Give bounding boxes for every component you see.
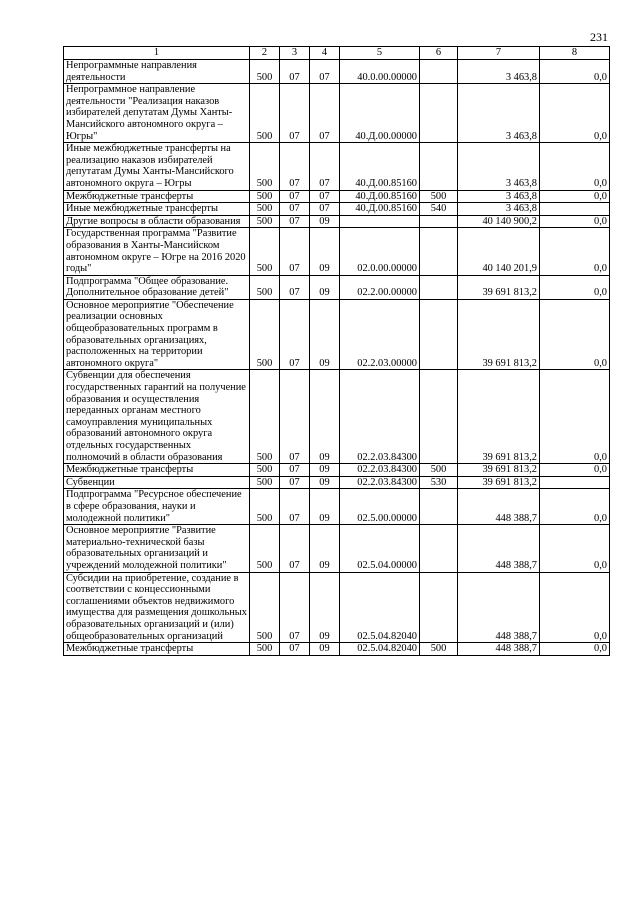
col-3-value: 07 — [280, 60, 310, 84]
col-3-value: 07 — [280, 215, 310, 228]
table-row — [64, 228, 610, 275]
table-row — [64, 299, 610, 370]
col-4-value: 09 — [310, 370, 340, 464]
col-2-value: 500 — [250, 60, 280, 84]
col-5-value: 40.Д.00.00000 — [340, 84, 420, 143]
row-name: Субвенции — [64, 476, 250, 489]
col-4-value: 09 — [310, 228, 340, 275]
row-name: Непрограммные направления деятельности — [64, 60, 250, 84]
col-4-value: 07 — [310, 60, 340, 84]
col-2-value: 500 — [250, 525, 280, 572]
col-6-value: 530 — [420, 476, 458, 489]
col-5-value: 02.5.04.82040 — [340, 572, 420, 643]
col-4-value: 09 — [310, 525, 340, 572]
col-2-value: 500 — [250, 299, 280, 370]
header-cell: 4 — [310, 47, 340, 60]
col-7-value: 448 388,7 — [458, 525, 540, 572]
col-6-value: 500 — [420, 464, 458, 477]
row-name: Субсидии на приобретение, создание в соответствии с концессионными соглашениями объектов недвижимого имущества для размещения дошкольных образовательных организаций и (или) общеобразовательных организаций — [64, 572, 250, 643]
col-6-value — [420, 299, 458, 370]
col-8-value: 0,0 — [540, 275, 610, 299]
row-name: Межбюджетные трансферты — [64, 190, 250, 203]
col-6-value: 540 — [420, 203, 458, 216]
table-body — [64, 60, 610, 656]
col-7-value: 3 463,8 — [458, 60, 540, 84]
col-7-value: 40 140 900,2 — [458, 215, 540, 228]
col-7-value: 39 691 813,2 — [458, 275, 540, 299]
col-7-value: 448 388,7 — [458, 643, 540, 656]
col-7-value: 3 463,8 — [458, 203, 540, 216]
col-5-value: 40.Д.00.85160 — [340, 203, 420, 216]
col-8-value: 0,0 — [540, 643, 610, 656]
row-name: Подпрограмма "Общее образование. Дополнительное образование детей" — [64, 275, 250, 299]
col-7-value: 40 140 201,9 — [458, 228, 540, 275]
col-6-value — [420, 228, 458, 275]
col-4-value: 07 — [310, 190, 340, 203]
row-name: Межбюджетные трансферты — [64, 643, 250, 656]
col-2-value: 500 — [250, 370, 280, 464]
col-7-value: 3 463,8 — [458, 190, 540, 203]
table-row — [64, 60, 610, 84]
page-number: 231 — [590, 30, 608, 44]
col-3-value: 07 — [280, 203, 310, 216]
col-5-value: 02.2.03.84300 — [340, 370, 420, 464]
row-name: Основное мероприятие "Развитие материально-технической базы образовательных организаций и учреждений молодежной политики" — [64, 525, 250, 572]
col-5-value — [340, 215, 420, 228]
col-8-value: 0,0 — [540, 215, 610, 228]
col-4-value: 07 — [310, 203, 340, 216]
col-6-value — [420, 215, 458, 228]
col-2-value: 500 — [250, 643, 280, 656]
header-cell: 1 — [64, 47, 250, 60]
col-6-value — [420, 275, 458, 299]
col-6-value — [420, 143, 458, 190]
col-3-value: 07 — [280, 228, 310, 275]
col-8-value: 0,0 — [540, 299, 610, 370]
col-3-value: 07 — [280, 572, 310, 643]
table-row — [64, 464, 610, 477]
col-8-value: 0,0 — [540, 464, 610, 477]
table-row — [64, 572, 610, 643]
col-8-value: 0,0 — [540, 60, 610, 84]
col-3-value: 07 — [280, 275, 310, 299]
col-2-value: 500 — [250, 489, 280, 525]
col-3-value: 07 — [280, 299, 310, 370]
row-name: Подпрограмма "Ресурсное обеспечение в сфере образования, науки и молодежной политики" — [64, 489, 250, 525]
row-name: Иные межбюджетные трансферты — [64, 203, 250, 216]
col-8-value: 0,0 — [540, 489, 610, 525]
col-7-value: 448 388,7 — [458, 572, 540, 643]
col-2-value: 500 — [250, 464, 280, 477]
col-6-value — [420, 84, 458, 143]
header-row — [64, 47, 610, 60]
col-8-value: 0,0 — [540, 572, 610, 643]
row-name: Другие вопросы в области образования — [64, 215, 250, 228]
col-8-value: 0,0 — [540, 84, 610, 143]
col-7-value: 39 691 813,2 — [458, 370, 540, 464]
col-5-value: 40.Д.00.85160 — [340, 143, 420, 190]
col-8-value: 0,0 — [540, 370, 610, 464]
col-6-value — [420, 370, 458, 464]
col-2-value: 500 — [250, 572, 280, 643]
table-row — [64, 84, 610, 143]
col-5-value: 40.0.00.00000 — [340, 60, 420, 84]
col-4-value: 09 — [310, 464, 340, 477]
col-5-value: 02.5.00.00000 — [340, 489, 420, 525]
col-7-value: 448 388,7 — [458, 489, 540, 525]
col-6-value — [420, 572, 458, 643]
row-name: Непрограммное направление деятельности "Реализация наказов избирателей депутатам Думы Ханты-Мансийского автономного округа – Югры" — [64, 84, 250, 143]
col-2-value: 500 — [250, 275, 280, 299]
table-row — [64, 370, 610, 464]
col-7-value: 39 691 813,2 — [458, 299, 540, 370]
col-7-value: 3 463,8 — [458, 84, 540, 143]
col-8-value: 0,0 — [540, 143, 610, 190]
table-row — [64, 190, 610, 203]
col-2-value: 500 — [250, 84, 280, 143]
row-name: Субвенции для обеспечения государственных гарантий на получение образования и осуществления переданных органам местного самоуправления муниципальных образований автономного округа отдельных государственных полномочий в области образования — [64, 370, 250, 464]
col-8-value — [540, 476, 610, 489]
col-6-value: 500 — [420, 643, 458, 656]
col-5-value: 02.2.00.00000 — [340, 275, 420, 299]
table-row — [64, 143, 610, 190]
table-row — [64, 275, 610, 299]
col-7-value: 39 691 813,2 — [458, 476, 540, 489]
table-row — [64, 489, 610, 525]
header-cell: 5 — [340, 47, 420, 60]
col-6-value: 500 — [420, 190, 458, 203]
col-5-value: 02.0.00.00000 — [340, 228, 420, 275]
col-5-value: 02.5.04.00000 — [340, 525, 420, 572]
col-2-value: 500 — [250, 203, 280, 216]
col-4-value: 09 — [310, 489, 340, 525]
table-row — [64, 215, 610, 228]
col-2-value: 500 — [250, 143, 280, 190]
table-row — [64, 476, 610, 489]
header-cell: 2 — [250, 47, 280, 60]
col-3-value: 07 — [280, 489, 310, 525]
col-3-value: 07 — [280, 525, 310, 572]
col-6-value — [420, 489, 458, 525]
row-name: Основное мероприятие "Обеспечение реализации основных общеобразовательных программ в образовательных организациях, расположенных на территории автономного округа" — [64, 299, 250, 370]
col-3-value: 07 — [280, 643, 310, 656]
col-3-value: 07 — [280, 476, 310, 489]
col-2-value: 500 — [250, 215, 280, 228]
col-4-value: 09 — [310, 275, 340, 299]
col-4-value: 09 — [310, 299, 340, 370]
col-8-value — [540, 203, 610, 216]
col-8-value: 0,0 — [540, 190, 610, 203]
col-2-value: 500 — [250, 228, 280, 275]
budget-table — [63, 46, 610, 656]
table-row — [64, 203, 610, 216]
col-3-value: 07 — [280, 143, 310, 190]
col-6-value — [420, 525, 458, 572]
col-4-value: 07 — [310, 143, 340, 190]
table-row — [64, 643, 610, 656]
header-cell: 3 — [280, 47, 310, 60]
col-8-value: 0,0 — [540, 525, 610, 572]
row-name: Государственная программа "Развитие образования в Ханты-Мансийском автономном округе – Югре на 2016 2020 годы" — [64, 228, 250, 275]
col-2-value: 500 — [250, 190, 280, 203]
col-3-value: 07 — [280, 190, 310, 203]
col-7-value: 39 691 813,2 — [458, 464, 540, 477]
row-name: Межбюджетные трансферты — [64, 464, 250, 477]
col-5-value: 02.2.03.00000 — [340, 299, 420, 370]
col-4-value: 09 — [310, 215, 340, 228]
header-cell: 6 — [420, 47, 458, 60]
col-4-value: 09 — [310, 572, 340, 643]
col-3-value: 07 — [280, 370, 310, 464]
col-4-value: 07 — [310, 84, 340, 143]
col-2-value: 500 — [250, 476, 280, 489]
col-6-value — [420, 60, 458, 84]
col-5-value: 02.2.03.84300 — [340, 464, 420, 477]
col-4-value: 09 — [310, 643, 340, 656]
table-row — [64, 525, 610, 572]
row-name: Иные межбюджетные трансферты на реализацию наказов избирателей депутатам Думы Ханты-Мансийского автономного округа – Югры — [64, 143, 250, 190]
col-5-value: 40.Д.00.85160 — [340, 190, 420, 203]
header-cell: 7 — [458, 47, 540, 60]
col-8-value: 0,0 — [540, 228, 610, 275]
col-5-value: 02.2.03.84300 — [340, 476, 420, 489]
col-4-value: 09 — [310, 476, 340, 489]
col-3-value: 07 — [280, 464, 310, 477]
col-3-value: 07 — [280, 84, 310, 143]
col-5-value: 02.5.04.82040 — [340, 643, 420, 656]
header-cell: 8 — [540, 47, 610, 60]
col-7-value: 3 463,8 — [458, 143, 540, 190]
